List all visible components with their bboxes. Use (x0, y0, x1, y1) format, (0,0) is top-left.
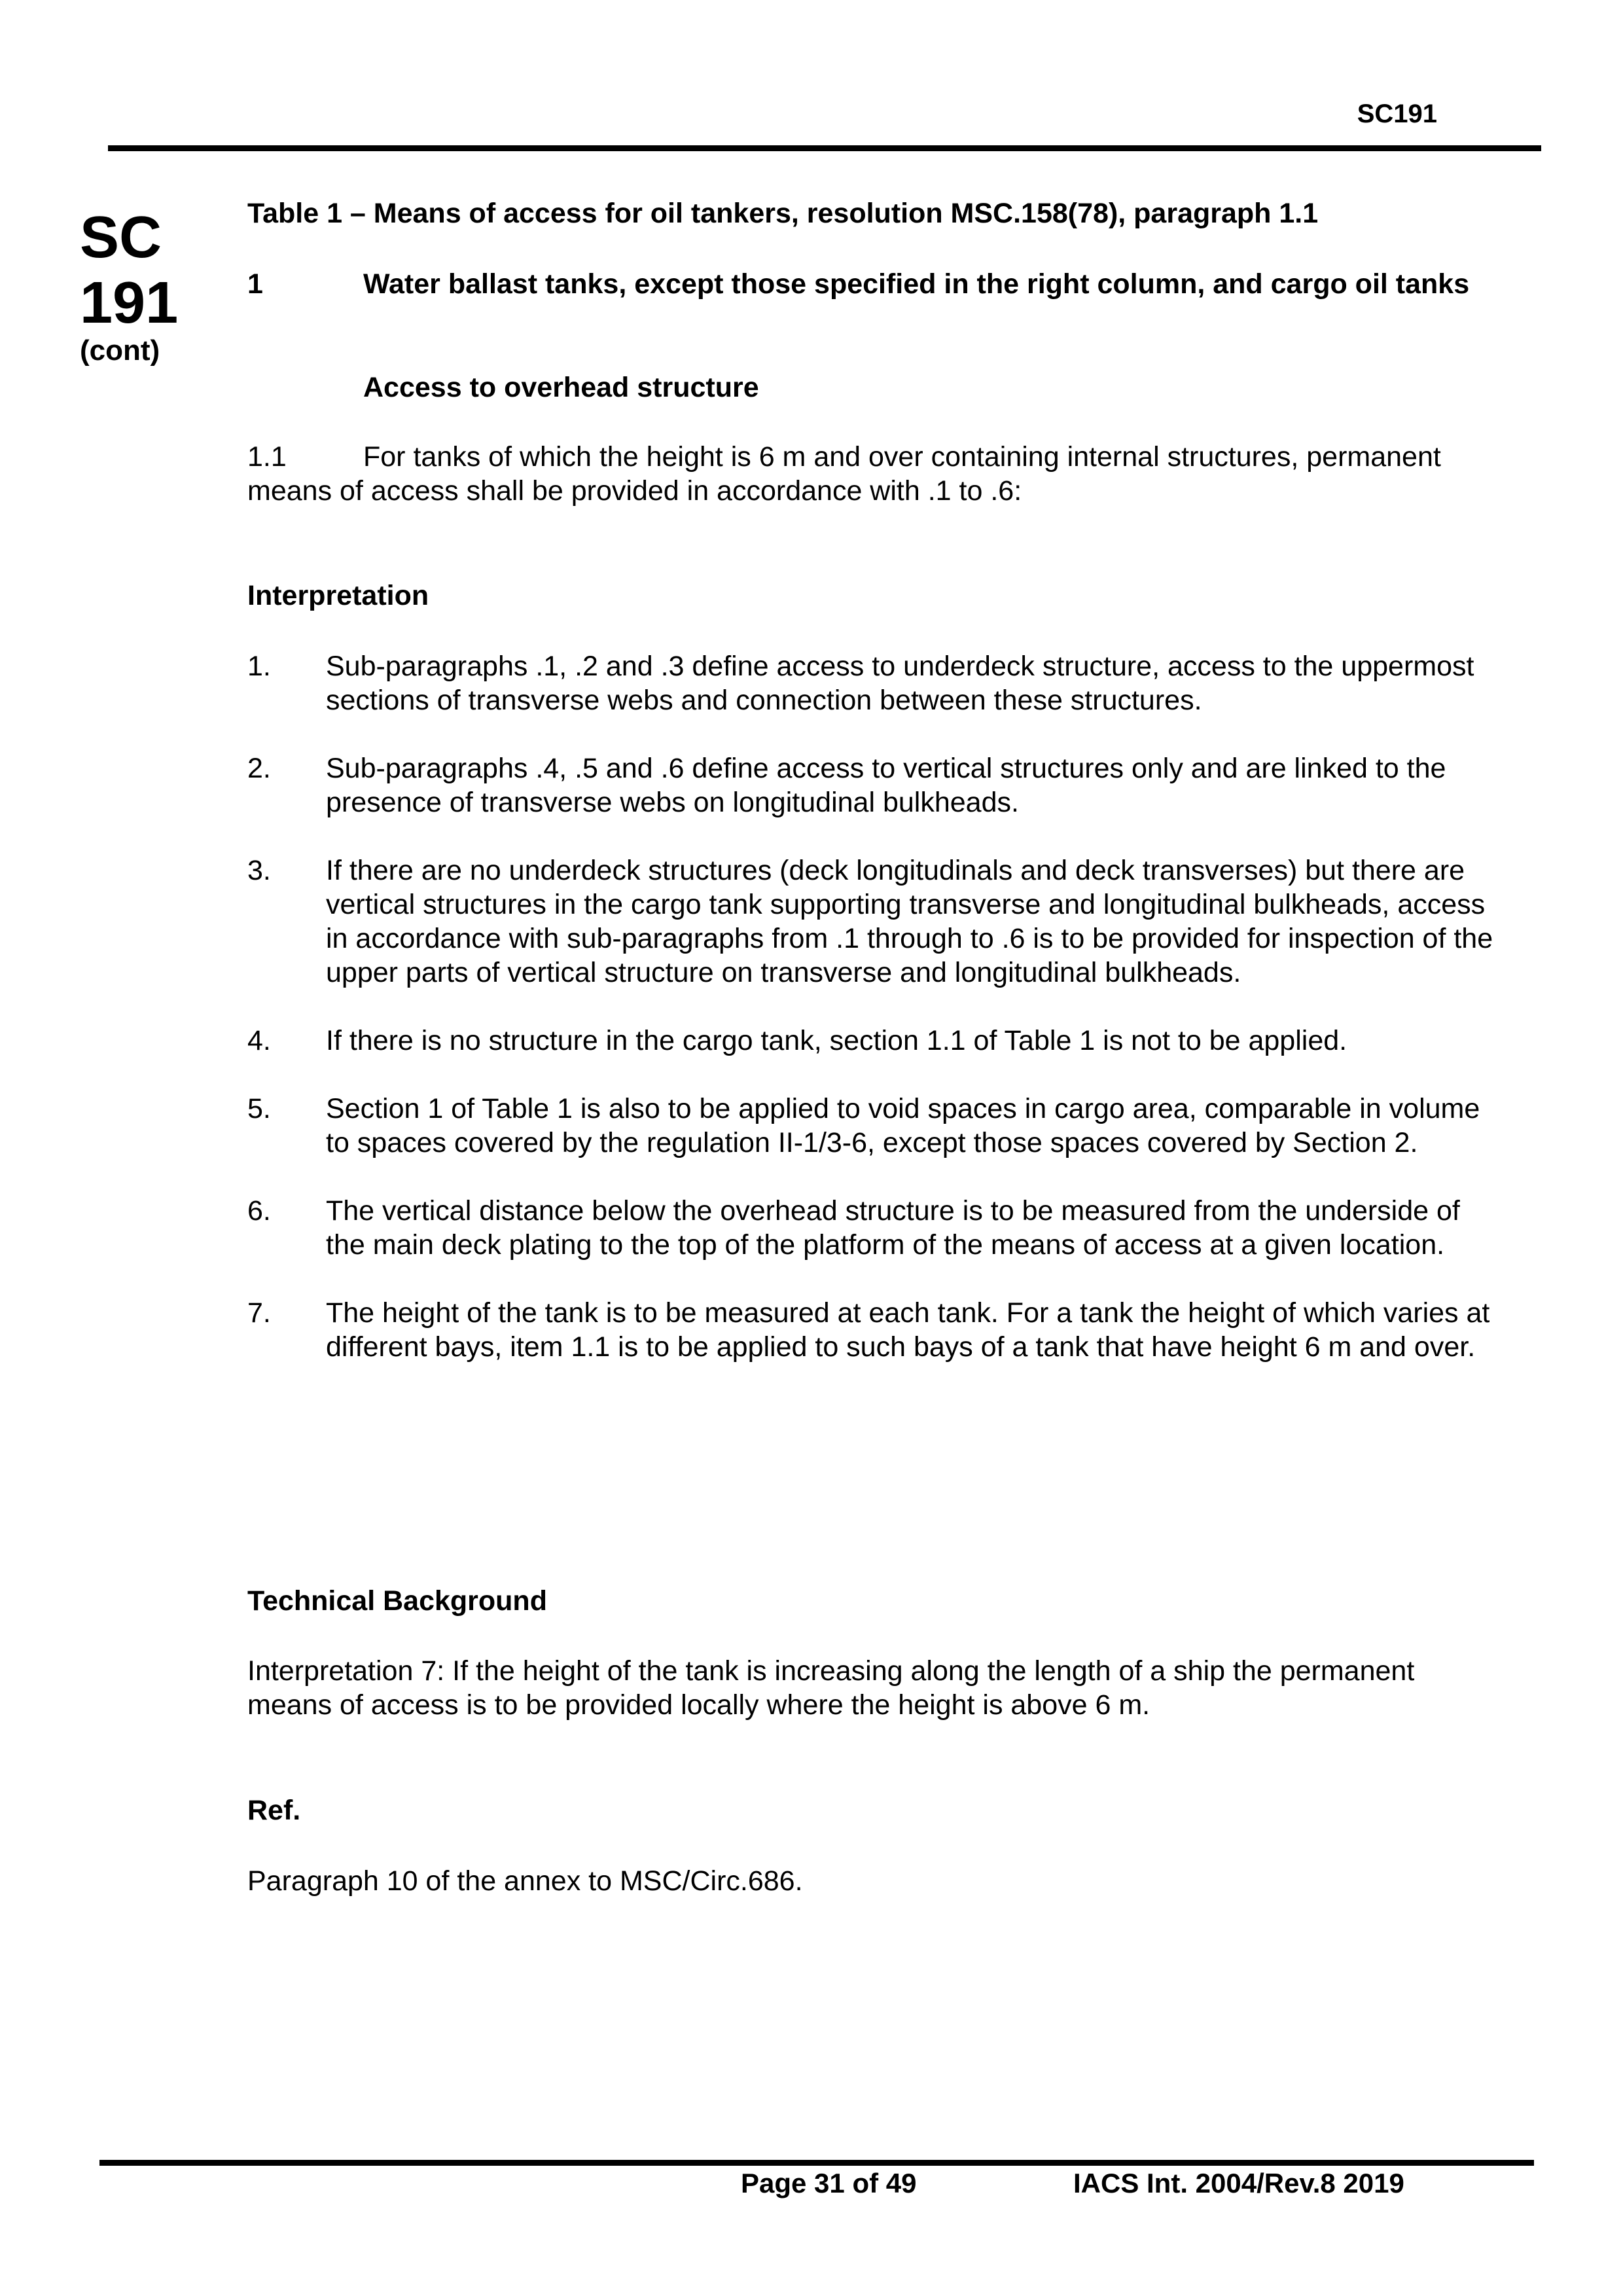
interpretation-heading: Interpretation (247, 580, 429, 611)
list-item (247, 1194, 1504, 1262)
ref-heading: Ref. (247, 1795, 301, 1826)
paragraph-1-1 (247, 440, 1504, 508)
paragraph-text: For tanks of which the height is 6 m and over containing internal structures, permanent means of access shall be provided in accordance with .1 to .6: (247, 441, 1441, 507)
list-item-number: 4. (247, 1025, 271, 1056)
list-item (247, 1024, 1504, 1058)
side-label-number: 191 (80, 270, 179, 336)
footer-document-ref: IACS Int. 2004/Rev.8 2019 (1073, 2168, 1404, 2198)
list-item-number: 2. (247, 753, 271, 784)
list-item-text: The height of the tank is to be measured at each tank. For a tank the height of which varies at different bays, item 1.1 is to be applied to such bays of a tank that have height 6 m and over. (326, 1297, 1490, 1363)
list-item-text: Sub-paragraphs .1, .2 and .3 define access to underdeck structure, access to the uppermost sections of transverse webs and connection between these structures. (326, 651, 1474, 716)
header-rule (108, 145, 1541, 151)
list-item-number: 6. (247, 1195, 271, 1227)
list-item-text: Section 1 of Table 1 is also to be applied to void spaces in cargo area, comparable in volume to spaces covered by the regulation II-1/3-6, except those spaces covered by Section 2. (326, 1093, 1480, 1158)
list-item (247, 649, 1504, 717)
technical-background-heading: Technical Background (247, 1585, 547, 1617)
section-title: Water ballast tanks, except those specified in the right column, and cargo oil tanks (363, 268, 1470, 300)
list-item-number: 7. (247, 1297, 271, 1329)
section-number: 1 (247, 268, 263, 300)
list-item-text: If there are no underdeck structures (deck longitudinals and deck transverses) but there are vertical structures in the cargo tank supporting transverse and longitudinal bulkheads, access in accordance with sub-paragraphs from .1 through to .6 is to be provided for inspection of the upper parts of vertical structure on transverse and longitudinal bulkheads. (326, 855, 1493, 988)
side-label-sc: SC (80, 205, 162, 270)
list-item (247, 1296, 1504, 1364)
list-item-number: 3. (247, 855, 271, 886)
list-item-text: Sub-paragraphs .4, .5 and .6 define access to vertical structures only and are linked to the presence of transverse webs on longitudinal bulkheads. (326, 753, 1446, 818)
list-item (247, 751, 1504, 819)
technical-background-text: Interpretation 7: If the height of the tank is increasing along the length of a ship the permanent means of access is to be provided locally where the height is above 6 m. (247, 1655, 1415, 1721)
interpretation-list (247, 649, 1504, 1398)
list-item-number: 5. (247, 1093, 271, 1124)
list-item-number: 1. (247, 651, 271, 682)
list-item (247, 853, 1504, 990)
side-label-cont: (cont) (80, 334, 160, 367)
list-item-text: The vertical distance below the overhead structure is to be measured from the underside of the main deck plating to the top of the platform of the means of access at a given location. (326, 1195, 1460, 1261)
paragraph-number: 1.1 (247, 441, 287, 473)
header-code: SC191 (1357, 99, 1437, 128)
section-subheading: Access to overhead structure (363, 372, 759, 403)
list-item (247, 1092, 1504, 1160)
list-item-text: If there is no structure in the cargo tank, section 1.1 of Table 1 is not to be applied. (326, 1025, 1347, 1056)
ref-text: Paragraph 10 of the annex to MSC/Circ.686. (247, 1865, 803, 1897)
footer-rule (99, 2160, 1534, 2166)
table-title: Table 1 – Means of access for oil tankers, resolution MSC.158(78), paragraph 1.1 (247, 198, 1319, 229)
footer-page-number: Page 31 of 49 (741, 2168, 917, 2198)
